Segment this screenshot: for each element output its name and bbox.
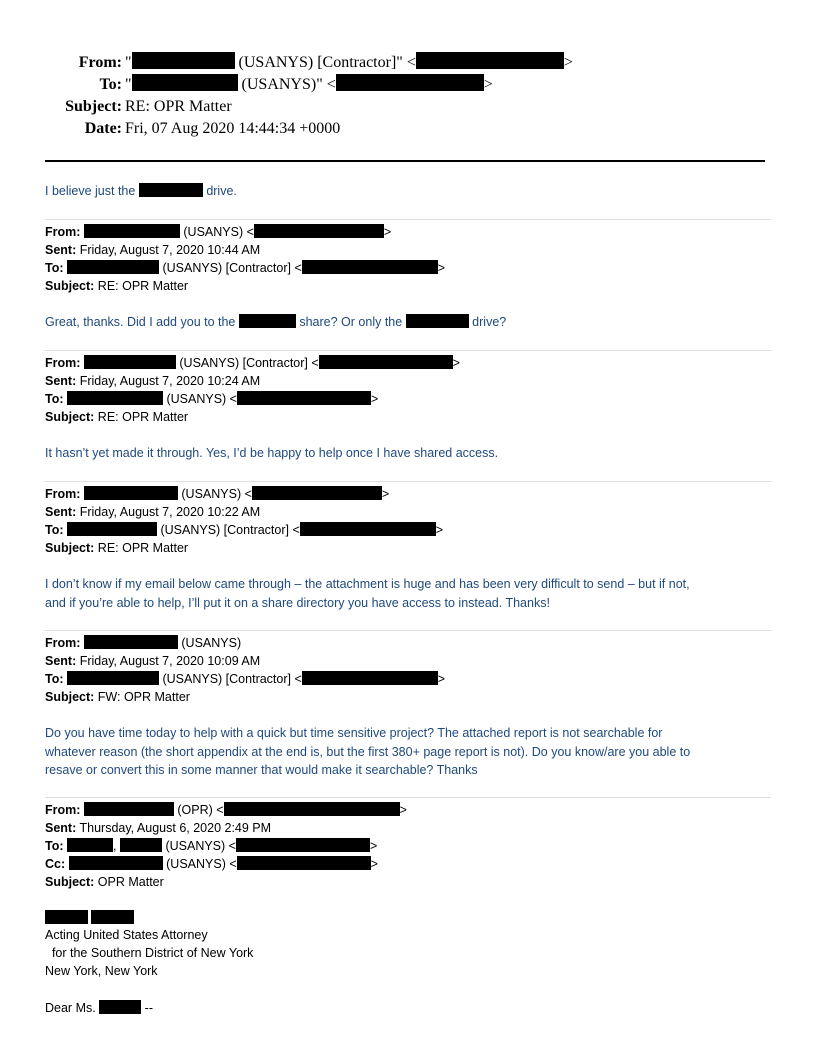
message-separator <box>45 630 771 631</box>
redaction <box>236 838 370 852</box>
sent-label: Sent: <box>45 654 77 668</box>
sent-label: Sent: <box>45 243 77 257</box>
redaction <box>302 671 438 685</box>
to-text: (USANYS) < <box>166 392 237 406</box>
sent-label: Sent: <box>45 821 77 835</box>
header-subject-value: RE: OPR Matter <box>125 98 232 115</box>
redaction <box>84 224 180 238</box>
to-text: (USANYS) < <box>165 839 236 853</box>
redaction <box>224 802 400 816</box>
header-from-text: (USANYS) [Contractor]" < <box>238 54 416 71</box>
redaction <box>84 635 178 649</box>
redaction <box>120 838 162 852</box>
body-text: drive? <box>472 315 507 329</box>
subject-value: RE: OPR Matter <box>97 279 189 293</box>
message-separator <box>45 219 771 220</box>
email-body <box>45 313 506 332</box>
to-label: To: <box>45 261 64 275</box>
redaction <box>406 314 469 328</box>
to-text: (USANYS) [Contractor] < <box>162 672 302 686</box>
redaction <box>239 314 296 328</box>
redaction <box>237 391 371 405</box>
to-label: To: <box>45 392 64 406</box>
redaction <box>67 391 163 405</box>
header-date-label: Date: <box>84 120 122 137</box>
redaction <box>84 802 174 816</box>
redaction <box>132 74 238 91</box>
header-from-end: > <box>563 54 573 71</box>
redaction <box>132 52 235 69</box>
letter-addressee <box>45 908 253 980</box>
to-comma: , <box>113 839 117 853</box>
sent-value: Friday, August 7, 2020 10:24 AM <box>79 374 261 388</box>
redaction <box>67 260 159 274</box>
header-subject-row <box>0 96 700 118</box>
redaction <box>69 856 163 870</box>
from-label: From: <box>45 803 81 817</box>
sent-value: Friday, August 7, 2020 10:44 AM <box>79 243 261 257</box>
email-header <box>45 354 460 426</box>
body-text: resave or convert this in some manner that would make it searchable? Thanks <box>45 763 478 777</box>
body-text: It hasn’t yet made it through. Yes, I’d be happy to help once I have shared access. <box>45 446 499 460</box>
header-to-label: To: <box>99 76 122 93</box>
reply-body <box>45 182 237 201</box>
redaction <box>336 74 484 91</box>
message-separator <box>45 350 771 351</box>
header-date-value: Fri, 07 Aug 2020 14:44:34 +0000 <box>125 120 341 137</box>
header-date-row <box>0 118 700 140</box>
subject-value: OPR Matter <box>97 875 164 889</box>
letter-line: Acting United States Attorney <box>45 928 208 942</box>
subject-value: RE: OPR Matter <box>97 541 189 555</box>
from-label: From: <box>45 487 81 501</box>
redaction <box>67 838 113 852</box>
header-to-quote: " <box>125 76 132 93</box>
email-body <box>45 444 498 463</box>
from-text: (OPR) < <box>177 803 224 817</box>
from-end: > <box>381 487 390 501</box>
email-body <box>45 575 690 612</box>
body-text: I don’t know if my email below came through – the attachment is huge and has been very difficult to send – but if not, <box>45 577 690 591</box>
redaction <box>84 486 178 500</box>
from-end: > <box>383 225 392 239</box>
to-end: > <box>369 839 378 853</box>
sent-value: Thursday, August 6, 2020 2:49 PM <box>79 821 272 835</box>
reply-text-pre: I believe just the <box>45 184 136 198</box>
from-text: (USANYS) < <box>181 487 252 501</box>
to-label: To: <box>45 839 64 853</box>
body-text: Great, thanks. Did I add you to the <box>45 315 236 329</box>
header-divider <box>45 160 765 162</box>
header-to-row <box>0 74 700 96</box>
from-text: (USANYS) [Contractor] < <box>179 356 319 370</box>
to-text: (USANYS) [Contractor] < <box>160 523 300 537</box>
to-label: To: <box>45 523 64 537</box>
redaction <box>302 260 438 274</box>
redaction <box>139 183 203 197</box>
from-label: From: <box>45 225 81 239</box>
from-end: > <box>452 356 460 370</box>
sent-value: Friday, August 7, 2020 10:09 AM <box>79 654 261 668</box>
reply-text-post: drive. <box>206 184 237 198</box>
body-text: whatever reason (the short appendix at the end is, but the first 380+ page report is not). Do you know/are you able to <box>45 744 691 759</box>
letter-line: for the Southern District of New York <box>45 946 254 960</box>
subject-value: RE: OPR Matter <box>97 410 189 424</box>
header-subject-label: Subject: <box>65 98 122 115</box>
redaction <box>84 355 176 369</box>
header-to-text: (USANYS)" < <box>241 76 336 93</box>
to-end: > <box>437 261 446 275</box>
subject-value: FW: OPR Matter <box>97 690 190 704</box>
redaction <box>91 910 134 924</box>
redaction <box>254 224 384 238</box>
subject-label: Subject: <box>45 410 95 424</box>
sent-label: Sent: <box>45 505 77 519</box>
redaction <box>45 910 88 924</box>
salutation-text: Dear Ms. <box>45 1001 96 1015</box>
sent-label: Sent: <box>45 374 77 388</box>
from-label: From: <box>45 356 81 370</box>
email-body <box>45 724 690 780</box>
email-header <box>45 485 443 557</box>
redaction <box>416 52 564 69</box>
to-label: To: <box>45 672 64 686</box>
cc-label: Cc: <box>45 857 66 871</box>
redaction <box>252 486 382 500</box>
redaction <box>67 671 159 685</box>
redaction <box>319 355 453 369</box>
subject-label: Subject: <box>45 279 95 293</box>
from-label: From: <box>45 636 81 650</box>
cc-text: (USANYS) < <box>166 857 237 871</box>
subject-label: Subject: <box>45 541 95 555</box>
header-from-quote: " <box>125 54 132 71</box>
from-text: (USANYS) < <box>183 225 254 239</box>
message-separator <box>45 481 771 482</box>
redaction <box>67 522 157 536</box>
from-end: > <box>399 803 407 817</box>
header-to-end: > <box>483 76 493 93</box>
cc-end: > <box>370 857 378 871</box>
salutation-dash: -- <box>144 1001 153 1015</box>
body-text: and if you’re able to help, I’ll put it on a share directory you have access to instead. Thanks! <box>45 595 550 610</box>
body-text: share? Or only the <box>299 315 403 329</box>
letter-line: New York, New York <box>45 964 158 978</box>
header-from-row <box>0 52 700 74</box>
email-header <box>45 223 445 295</box>
redaction <box>300 522 436 536</box>
email-header <box>45 634 445 706</box>
to-end: > <box>435 523 444 537</box>
to-end: > <box>437 672 446 686</box>
redaction <box>99 1000 141 1014</box>
subject-label: Subject: <box>45 875 95 889</box>
header-from-label: From: <box>78 54 122 71</box>
body-text: Do you have time today to help with a quick but time sensitive project? The attached report is not searchable for <box>45 726 663 740</box>
sent-value: Friday, August 7, 2020 10:22 AM <box>79 505 261 519</box>
to-text: (USANYS) [Contractor] < <box>162 261 302 275</box>
message-separator <box>45 797 771 798</box>
subject-label: Subject: <box>45 690 95 704</box>
to-end: > <box>371 392 379 406</box>
redaction <box>237 856 371 870</box>
from-text: (USANYS) <box>181 636 242 650</box>
letter-salutation <box>45 999 153 1017</box>
email-header <box>45 801 407 891</box>
